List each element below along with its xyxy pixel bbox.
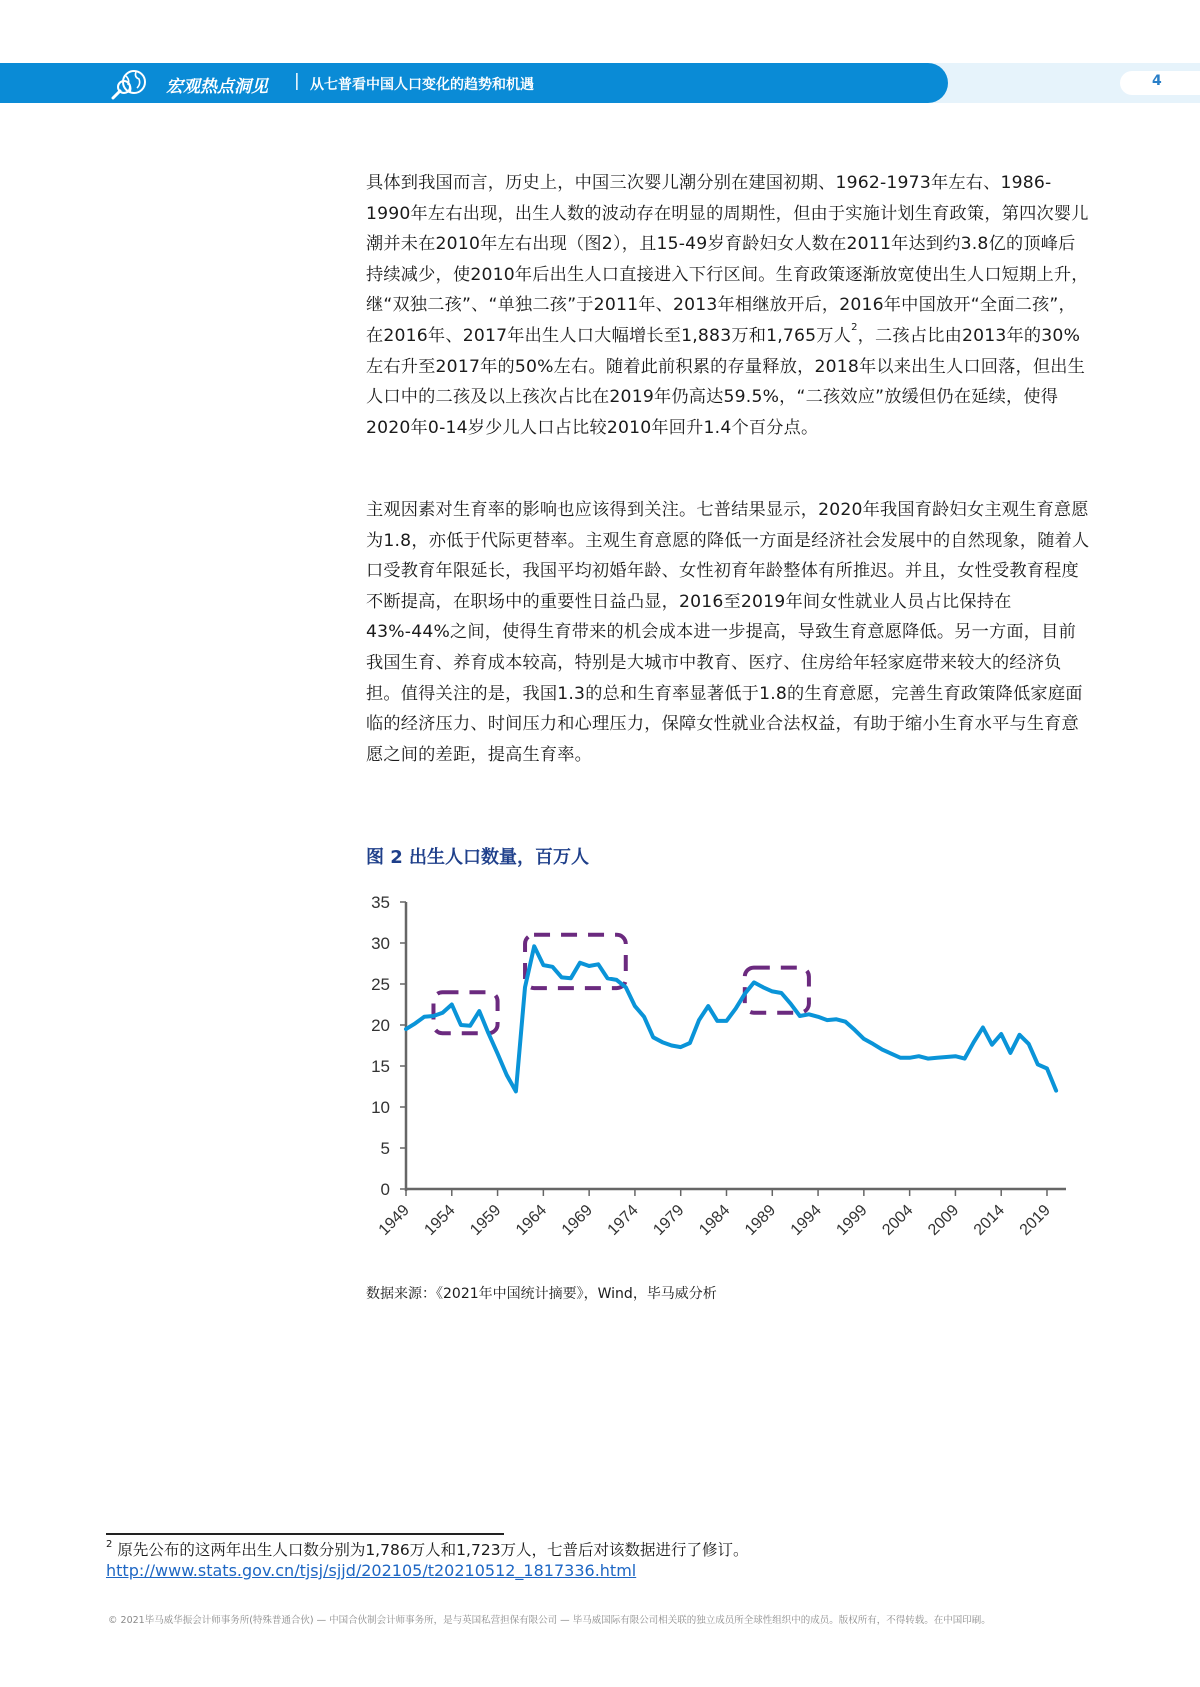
footnote-number: 2: [106, 1538, 113, 1550]
footnote-link[interactable]: http://www.stats.gov.cn/tjsj/sjjd/202105/t20210512_1817336.html: [106, 1561, 637, 1580]
x-tick-label: 2004: [879, 1201, 917, 1239]
footnote: [106, 1538, 749, 1560]
y-tick-label: 30: [371, 934, 390, 953]
y-tick-label: 0: [380, 1180, 390, 1199]
y-tick-label: 20: [371, 1016, 390, 1035]
page-number: 4: [1152, 73, 1162, 89]
baby-boom-box: [433, 992, 497, 1033]
x-tick-label: 1969: [558, 1201, 596, 1239]
x-tick-label: 1999: [833, 1201, 871, 1239]
series-name: 宏观热点洞见: [166, 77, 268, 97]
paragraph-1-text-a: 具体到我国而言，历史上，中国三次婴儿潮分别在建国初期、1962-1973年左右、1986-1990年左右出现，出生人数的波动存在明显的周期性，但由于实施计划生育政策，第四次婴儿潮并未在2010年左右出现（图2），且15-49岁育龄妇女人数在2011年达到约3.8亿的顶峰后持续减少，使2010年后出生人口直接进入下行区间。生育政策逐渐放宽使出生人口短期上升，继“双独二孩”、“单独二孩”于2011年、2013年相继放开后，2016年中国放开“全面二孩”，在2016年、2017年出生人口大幅增长至1,883万和1,765万人: [366, 173, 1089, 346]
x-tick-label: 1949: [375, 1201, 413, 1239]
x-tick-label: 1959: [467, 1201, 505, 1239]
x-tick-label: 1964: [512, 1201, 551, 1239]
baby-boom-box: [745, 968, 809, 1013]
footnote-ref[interactable]: 2: [851, 321, 858, 333]
x-tick-label: 2019: [1016, 1201, 1054, 1239]
figure-title: 图 2 出生人口数量，百万人: [366, 847, 590, 868]
y-tick-label: 5: [380, 1139, 390, 1158]
x-tick-label: 1979: [650, 1201, 688, 1239]
footnote-text: 原先公布的这两年出生人口数分别为1,786万人和1,723万人，七普后对该数据进行了修订。: [117, 1541, 749, 1559]
globe-magnifier-icon: [110, 68, 150, 100]
header-separator: |: [294, 71, 300, 91]
birth-series-line: [406, 946, 1056, 1091]
header-bar: [0, 63, 948, 103]
x-tick-label: 1954: [421, 1201, 459, 1239]
baby-boom-box: [525, 935, 626, 988]
x-tick-label: 2009: [925, 1201, 963, 1239]
x-tick-label: 1989: [741, 1201, 780, 1239]
x-axis: [376, 1189, 1066, 1239]
report-title: 从七普看中国人口变化的趋势和机遇: [310, 77, 534, 93]
y-tick-label: 25: [371, 975, 390, 994]
copyright-notice: © 2021毕马威华振会计师事务所(特殊普通合伙) — 中国合伙制会计师事务所，是与英国私营担保有限公司 — 毕马威国际有限公司相关联的独立成员所全球性组织中的成员。版权所有，不得转载。在中国印刷。: [108, 1615, 991, 1626]
x-tick-label: 2014: [970, 1201, 1009, 1239]
y-tick-label: 35: [371, 893, 390, 912]
footnote-divider: [106, 1533, 504, 1535]
x-tick-label: 1974: [604, 1201, 642, 1239]
baby-boom-highlight-boxes: [433, 935, 808, 1033]
figure-source: 数据来源：《2021年中国统计摘要》，Wind，毕马威分析: [366, 1286, 717, 1302]
y-axis: [371, 893, 406, 1199]
paragraph-1: [366, 168, 1092, 443]
paragraph-1-text-b: ，二孩占比由2013年的30%左右升至2017年的50%左右。随着此前积累的存量释放，2018年以来出生人口回落，但出生人口中的二孩及以上孩次占比在2019年仍高达59.5%，“二孩效应”放缓但仍在延续，使得2020年0-14岁少儿人口占比较2010年回升1.4个百分点。: [366, 325, 1086, 438]
paragraph-2: 主观因素对生育率的影响也应该得到关注。七普结果显示，2020年我国育龄妇女主观生育意愿为1.8，亦低于代际更替率。主观生育意愿的降低一方面是经济社会发展中的自然现象，随着人口受教育年限延长，我国平均初婚年龄、女性初育年龄整体有所推迟。并且，女性受教育程度不断提高，在职场中的重要性日益凸显，2016至2019年间女性就业人员占比保持在43%-44%之间，使得生育带来的机会成本进一步提高，导致生育意愿降低。另一方面，目前我国生育、养育成本较高，特别是大城市中教育、医疗、住房给年轻家庭带来较大的经济负担。值得关注的是，我国1.3的总和生育率显著低于1.8的生育意愿，完善生育政策降低家庭面临的经济压力、时间压力和心理压力，保障女性就业合法权益，有助于缩小生育水平与生育意愿之间的差距，提高生育率。: [366, 500, 1090, 765]
x-tick-label: 1994: [787, 1201, 825, 1239]
x-tick-label: 1984: [696, 1201, 734, 1239]
y-tick-label: 15: [371, 1057, 390, 1076]
y-tick-label: 10: [371, 1098, 390, 1117]
